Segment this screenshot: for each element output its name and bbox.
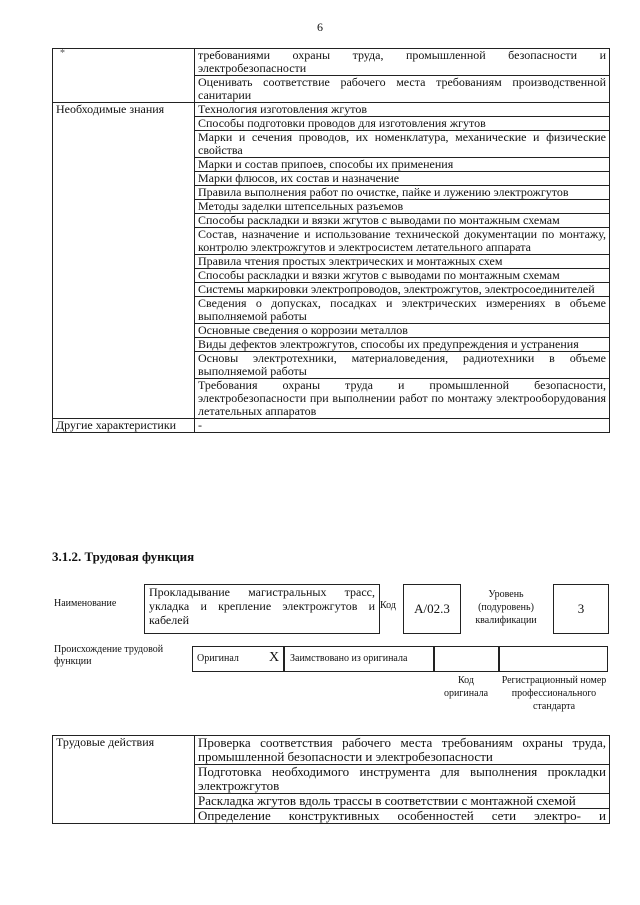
knowledge-table [52,48,610,433]
code-caption: Код оригинала [443,675,489,699]
reg-number-box [498,646,608,672]
section-title: 3.1.2. Трудовая функция [52,549,195,564]
origin-code-box [433,646,500,672]
row-label: Необходимые знания [53,103,195,419]
row-text: Способы раскладки и вязки жгутов с выводами по монтажным схемам [195,269,610,283]
table-row [53,49,610,76]
borrowed-box [283,646,435,672]
labor-actions-table [52,735,610,824]
code-value: А/02.3 [414,601,450,616]
level-value: 3 [577,601,585,616]
row-text: Способы раскладки и вязки жгутов с выводами по монтажным схемам [195,214,610,228]
row-text: Технология изготовления жгутов [195,103,610,117]
row-text: Основные сведения о коррозии металлов [195,324,610,338]
row-label: Трудовые действия [53,736,195,824]
row-text: Раскладка жгутов вдоль трассы в соответствии с монтажной схемой [195,794,610,809]
row-text: Марки и состав припоев, способы их применения [195,158,610,172]
row-label [53,49,195,103]
row-text: Правила выполнения работ по очистке, пайке и лужению электрожгутов [195,186,610,200]
level-value-box [553,584,609,634]
row-text: Способы подготовки проводов для изготовления жгутов [195,117,610,131]
row-text: Марки и сечения проводов, их номенклатура, механические и физические свойства [195,131,610,158]
row-text: Правила чтения простых электрических и монтажных схем [195,255,610,269]
row-text: Проверка соответствия рабочего места требованиям охраны труда, промышленной безопасности и электробезопасности [195,736,610,765]
row-text: Марки флюсов, их состав и назначение [195,172,610,186]
row-text: Оценивать соответствие рабочего места требованиям производственной санитарии [195,76,610,103]
reg-caption: Регистрационный номер профессионального стандарта [501,675,607,712]
corner-mark: * [60,48,65,59]
borrowed-label: Заимствовано из оригинала [290,653,408,664]
code-label: Код [380,600,396,611]
row-text: Требования охраны труда и промышленной безопасности, электробезопасности при выполнении работ по монтажу электрооборудования летательных аппаратов [195,379,610,419]
row-label: Другие характеристики [53,419,195,433]
row-text: требованиями охраны труда, промышленной безопасности и электробезопасности [195,49,610,76]
row-text: Подготовка необходимого инструмента для выполнения прокладки электрожгутов [195,765,610,794]
row-text: Состав, назначение и использование технической документации по монтажу, контролю электрожгутов и электросистем летательного аппарата [195,228,610,255]
page-number: 6 [317,20,323,34]
table-row [53,103,610,117]
original-label: Оригинал [197,653,239,664]
code-value-box [403,584,461,634]
name-label: Наименование [54,598,117,609]
level-label: Уровень (подуровень) квалификации [475,589,537,626]
row-text: Виды дефектов электрожгутов, способы их предупреждения и устранения [195,338,610,352]
original-box [192,646,285,672]
origin-label: Происхождение трудовой функции [54,644,164,667]
row-text: Основы электротехники, материаловедения, радиотехники в объеме выполняемой работы [195,352,610,379]
row-text: Системы маркировки электропроводов, электрожгутов, электросоединителей [195,283,610,297]
table-row [53,736,610,765]
row-text: - [195,419,610,433]
row-text: Сведения о допусках, посадках и электрических измерениях в объеме выполняемой работы [195,297,610,324]
table-row [53,419,610,433]
row-text: Методы заделки штепсельных разъемов [195,200,610,214]
original-mark: X [269,650,280,665]
function-name-value: Прокладывание магистральных трасс, укладка и крепление электрожгутов и кабелей [149,585,375,627]
row-text: Определение конструктивных особенностей сети электро- и [195,809,610,824]
function-name-box [144,584,380,634]
